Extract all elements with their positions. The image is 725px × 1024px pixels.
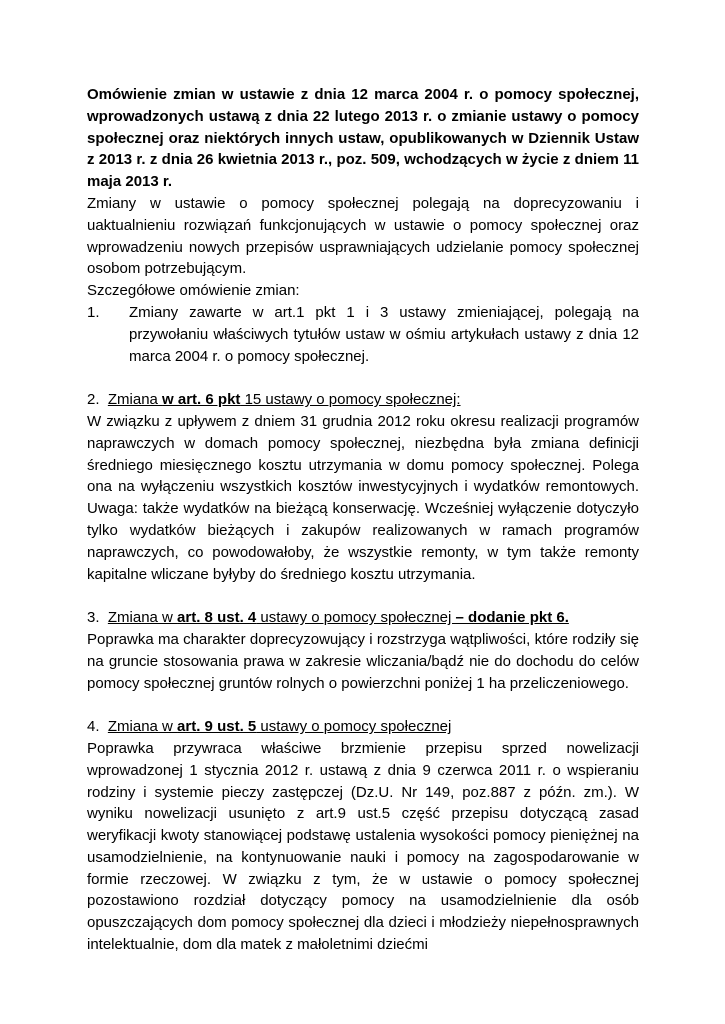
spacer — [87, 367, 639, 389]
item-2-heading-text — [108, 391, 461, 408]
item-4-heading-text — [108, 718, 452, 735]
item-4-heading-article: art. 9 ust. 5 — [177, 718, 257, 736]
item-1 — [87, 302, 639, 367]
intro-paragraph: Zmiany w ustawie o pomocy społecznej polegają na doprecyzowaniu i uaktualnieniu rozwiązań funkcjonujących w ustawie o pomocy społecznej oraz wprowadzeniu nowych przepisów usprawniających udzielanie pomocy społecznej osobom potrzebującym. — [87, 194, 639, 278]
item-2-heading-pre: Zmiana — [107, 391, 163, 409]
item-4-heading — [87, 716, 639, 738]
item-4-number: 4. — [87, 718, 100, 736]
item-2-text: W związku z upływem z dniem 31 grudnia 2012 roku okresu realizacji programów naprawczych w domach pomocy społecznej, niezbędna była zmiana definicji średniego miesięcznego kosztu utrzymania w domu pomocy społecznej. Polega ona na wyłączeniu wszystkich kosztów inwestycyjnych i wydatków remontowych. Uwaga: także wydatków na bieżącą konserwację. Wcześniej wyłączenie dotyczyło tylko wydatków bieżących i zakupów realizowanych w ramach programów naprawczych, co powodowałoby, że wszystkie remonty, w tym także remonty kapitalne wliczane byłyby do średniego kosztu utrzymania. — [87, 412, 639, 583]
details-label: Szczegółowe omówienie zmian: — [87, 282, 300, 300]
spacer — [87, 694, 639, 716]
item-1-text: Zmiany zawarte w art.1 pkt 1 i 3 ustawy zmieniającej, polegają na przywołaniu właściwych tytułów ustaw w ośmiu artykułach ustawy z dnia 12 marca 2004 r. o pomocy społecznej. — [129, 303, 639, 365]
item-3-heading — [87, 607, 639, 629]
document-title: Omówienie zmian w ustawie z dnia 12 marca 2004 r. o pomocy społecznej, wprowadzonych ustawą z dnia 22 lutego 2013 r. o zmianie ustawy o pomocy społecznej oraz niektórych innych ustaw, opublikowanych w Dziennik Ustaw z 2013 r. z dnia 26 kwietnia 2013 r., poz. 509, wchodzących w życie z dniem 11 maja 2013 r. — [87, 86, 639, 191]
item-3-heading-pre: Zmiana w — [107, 609, 178, 627]
document-page — [87, 84, 639, 956]
item-4-heading-post: ustawy o pomocy społecznej — [256, 718, 452, 736]
item-3-heading-text — [108, 609, 569, 626]
item-1-number: 1. — [87, 303, 100, 321]
item-2-heading — [87, 389, 639, 411]
item-4-heading-pre: Zmiana w — [107, 718, 178, 736]
item-4-text: Poprawka przywraca właściwe brzmienie przepisu sprzed nowelizacji wprowadzonej 1 stycznia 2012 r. ustawą z dnia 9 czerwca 2011 r. o wspieraniu rodziny i systemie pieczy zastępczej (Dz.U. Nr 149, poz.887 z późn. zm.). W wyniku nowelizacji usunięto z art.9 ust.5 część przepisu dotyczącą zasad weryfikacji kwoty stanowiącej podstawę ustalenia wysokości pomocy pieniężnej na usamodzielnienie, na kontynuowanie nauki i pomocy na zagospodarowanie w formie rzeczowej. W związku z tym, że w ustawie o pomocy społecznej pozostawiono rozdział dotyczący pomocy na usamodzielnienie dla osób opuszczających dom pomocy społecznej dla dzieci i młodzieży niepełnosprawnych intelektualnie, dom dla matek z małoletnimi dziećmi — [87, 739, 639, 954]
item-3-heading-mid: ustawy o pomocy społecznej — [256, 609, 456, 627]
item-2-heading-article: w art. 6 pkt — [162, 391, 241, 409]
item-2-number: 2. — [87, 391, 100, 409]
item-2-heading-post: 15 ustawy o pomocy społecznej: — [240, 391, 461, 409]
spacer — [87, 585, 639, 607]
item-3-number: 3. — [87, 609, 100, 627]
item-3-heading-addition: – dodanie pkt 6. — [455, 609, 569, 627]
item-3-text: Poprawka ma charakter doprecyzowujący i rozstrzyga wątpliwości, które rodziły się na gruncie stosowania prawa w zakresie wliczania/bądź nie do dochodu do celów pomocy społecznej gruntów rolnych o powierzchni poniżej 1 ha przeliczeniowego. — [87, 630, 639, 692]
item-3-heading-article: art. 8 ust. 4 — [177, 609, 257, 627]
